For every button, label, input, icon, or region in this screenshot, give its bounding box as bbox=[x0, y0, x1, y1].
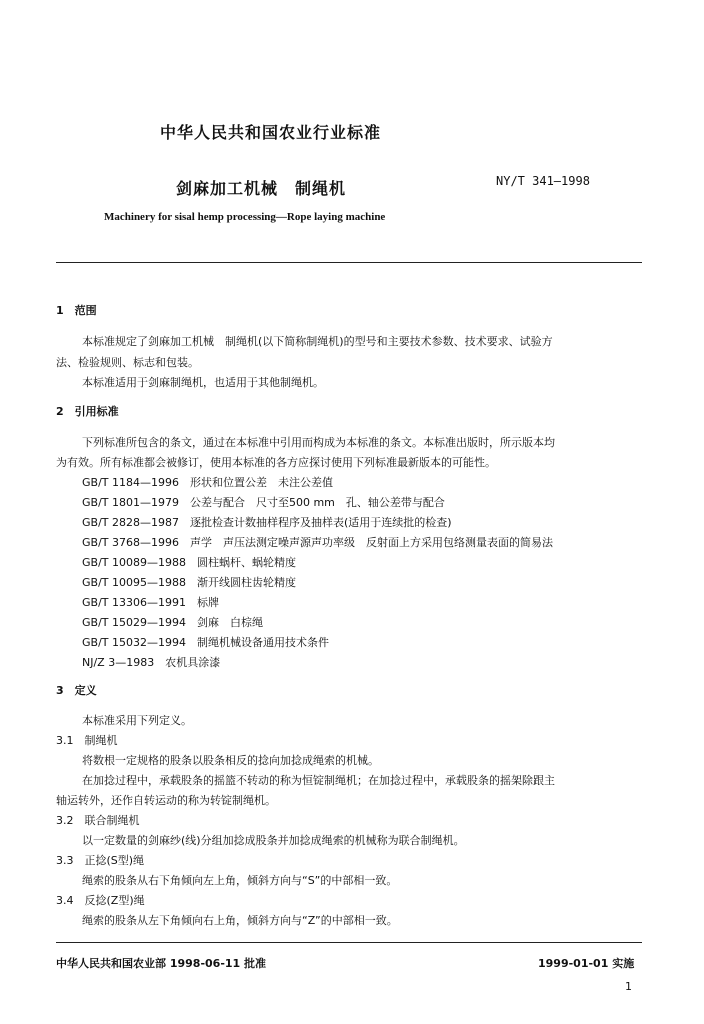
reference-item: GB/T 13306—1991 标牌 bbox=[82, 596, 219, 609]
english-title: Machinery for sisal hemp processing—Rope laying machine bbox=[104, 211, 386, 223]
section-2-intro-line: 为有效。所有标准都会被修订，使用本标准的各方应探讨使用下列标准最新版本的可能性。 bbox=[56, 456, 496, 469]
effective-date: 1999-01-01 实施 bbox=[538, 957, 635, 970]
reference-item: NJ/Z 3—1983 农机具涂漆 bbox=[82, 656, 221, 669]
standard-number: NY/T 341—1998 bbox=[496, 174, 590, 188]
reference-item: GB/T 1184—1996 形状和位置公差 未注公差值 bbox=[82, 476, 333, 489]
definition-3-1-line: 在加捻过程中，承载股条的摇篮不转动的称为恒锭制绳机；在加捻过程中，承载股条的摇架除跟主 bbox=[82, 774, 555, 787]
section-2-heading: 2 引用标准 bbox=[56, 405, 119, 418]
header-divider bbox=[56, 262, 642, 263]
definition-3-1-line: 将数根一定规格的股条以股条相反的捻向加捻成绳索的机械。 bbox=[82, 754, 379, 767]
definition-3-1-line: 轴运转外，还作自转运动的称为转锭制绳机。 bbox=[56, 794, 276, 807]
issued-date: 中华人民共和国农业部 1998-06-11 批准 bbox=[56, 957, 267, 970]
definition-3-2-heading: 3.2 联合制绳机 bbox=[56, 814, 140, 827]
definition-3-1-heading: 3.1 制绳机 bbox=[56, 734, 118, 747]
reference-item: GB/T 15032—1994 制绳机械设备通用技术条件 bbox=[82, 636, 329, 649]
section-1-heading: 1 范围 bbox=[56, 304, 97, 317]
reference-item: GB/T 1801—1979 公差与配合 尺寸至500 mm 孔、轴公差带与配合 bbox=[82, 496, 445, 509]
section-1-paragraph-line: 本标准规定了剑麻加工机械 制绳机(以下简称制绳机)的型号和主要技术参数、技术要求、试验方 bbox=[82, 335, 553, 348]
footer-divider bbox=[56, 942, 642, 943]
org-title: 中华人民共和国农业行业标准 bbox=[160, 123, 382, 142]
section-3-heading: 3 定义 bbox=[56, 684, 97, 697]
definition-3-2-line: 以一定数量的剑麻纱(线)分组加捻成股条并加捻成绳索的机械称为联合制绳机。 bbox=[82, 834, 465, 847]
section-3-intro: 本标准采用下列定义。 bbox=[82, 714, 192, 727]
section-2-intro-line: 下列标准所包含的条文，通过在本标准中引用而构成为本标准的条文。本标准出版时，所示版本均 bbox=[82, 436, 555, 449]
reference-item: GB/T 2828—1987 逐批检查计数抽样程序及抽样表(适用于连续批的检查) bbox=[82, 516, 452, 529]
standard-title: 剑麻加工机械 制绳机 bbox=[176, 179, 347, 198]
reference-item: GB/T 15029—1994 剑麻 白棕绳 bbox=[82, 616, 263, 629]
reference-item: GB/T 10095—1988 渐开线圆柱齿轮精度 bbox=[82, 576, 296, 589]
definition-3-4-heading: 3.4 反捻(Z型)绳 bbox=[56, 894, 145, 907]
definition-3-4-line: 绳索的股条从左下角倾向右上角，倾斜方向与“Z”的中部相一致。 bbox=[82, 914, 398, 927]
section-1-paragraph-line: 法、检验规则、标志和包装。 bbox=[56, 356, 199, 369]
reference-item: GB/T 10089—1988 圆柱蜗杆、蜗轮精度 bbox=[82, 556, 296, 569]
section-1-paragraph-2: 本标准适用于剑麻制绳机，也适用于其他制绳机。 bbox=[82, 376, 324, 389]
reference-item: GB/T 3768—1996 声学 声压法测定噪声源声功率级 反射面上方采用包络测量表面的简易法 bbox=[82, 536, 553, 549]
page-number: 1 bbox=[625, 980, 632, 993]
definition-3-3-line: 绳索的股条从右下角倾向左上角，倾斜方向与“S”的中部相一致。 bbox=[82, 874, 398, 887]
definition-3-3-heading: 3.3 正捻(S型)绳 bbox=[56, 854, 145, 867]
